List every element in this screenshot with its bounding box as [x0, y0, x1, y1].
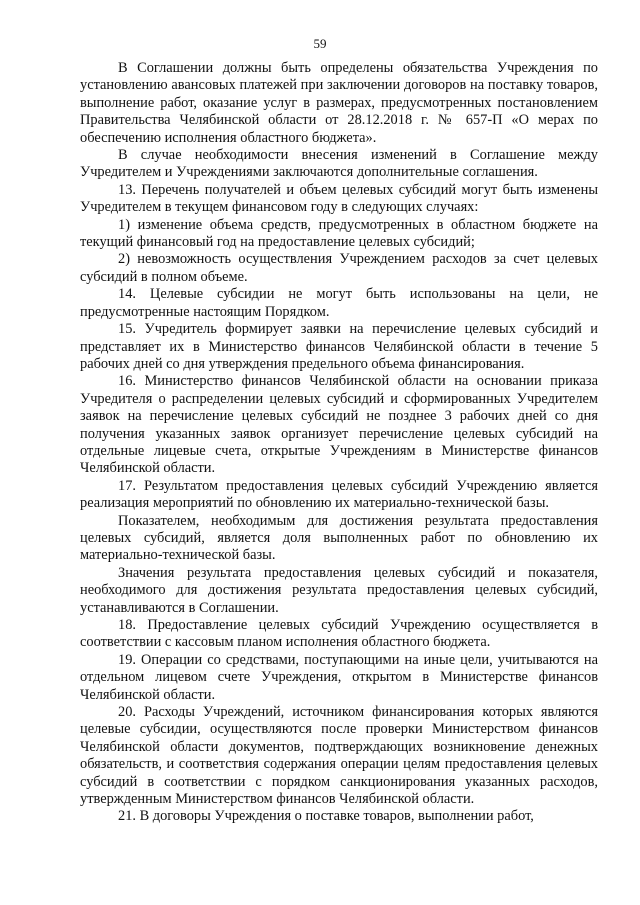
paragraph-17-indicator: Показателем, необходимым для достижения результата предоставления целевых субсидий, является доля выполненных работ по обновлению их материально-технической базы. [80, 512, 598, 564]
paragraph-20: 20. Расходы Учреждений, источником финансирования которых являются целевые субсидии, осуществляются после проверки Министерством финансов Челябинской области документов, подтверждающих возникновение денежных обязательств, и соответствия содержания операции целям предоставления целевых субсидий в соответствии с порядком санкционирования указанных расходов, утвержденным Министерством финансов Челябинской области. [80, 704, 598, 808]
paragraph-15: 15. Учредитель формирует заявки на перечисление целевых субсидий и представляет их в Министерство финансов Челябинской области в течение 5 рабочих дней со дня утверждения предельного объема финансирования. [80, 321, 598, 372]
paragraph-additional-agreements: В случае необходимости внесения изменений в Соглашение между Учредителем и Учреждениями заключаются дополнительные соглашения. [80, 147, 598, 181]
paragraph-18: 18. Предоставление целевых субсидий Учреждению осуществляется в соответствии с кассовым планом исполнения областного бюджета. [80, 617, 598, 651]
document-body [80, 60, 598, 826]
paragraph-14: 14. Целевые субсидии не могут быть использованы на цели, не предусмотренные настоящим Порядком. [80, 286, 598, 320]
paragraph-21: 21. В договоры Учреждения о поставке товаров, выполнении работ, [118, 808, 534, 825]
paragraph-19: 19. Операции со средствами, поступающими на иные цели, учитываются на отдельном лицевом счете Учреждения, открытом в Министерстве финансов Челябинской области. [80, 651, 598, 703]
paragraph-13-case-2: 2) невозможность осуществления Учреждением расходов за счет целевых субсидий в полном объеме. [80, 251, 598, 285]
page-number: 59 [313, 36, 327, 51]
paragraph-13: 13. Перечень получателей и объем целевых субсидий могут быть изменены Учредителем в текущем финансовом году в следующих случаях: [80, 181, 598, 216]
paragraph-17: 17. Результатом предоставления целевых субсидий Учреждению является реализация мероприятий по обновлению их материально-технической базы. [80, 477, 598, 512]
paragraph-agreement-obligations: В Соглашении должны быть определены обязательства Учреждения по установлению авансовых платежей при заключении договоров на поставку товаров, выполнение работ, оказание услуг в размерах, предусмотренных постановлением Правительства Челябинской области от 28.12.2018 г. № 657-П «О мерах по обеспечению исполнения областного бюджета». [80, 60, 598, 146]
paragraph-16: 16. Министерство финансов Челябинской области на основании приказа Учредителя о распределении целевых субсидий и сформированных Учредителем заявок на перечисление целевых субсидий не позднее 3 рабочих дней со дня получения указанных заявок организует перечисление целевых субсидий на отдельные лицевые счета, открытые Учреждениям в Министерстве финансов Челябинской области. [80, 373, 598, 477]
paragraph-13-case-1: 1) изменение объема средств, предусмотренных в областном бюджете на текущий финансовый год на предоставление целевых субсидий; [80, 216, 598, 251]
paragraph-17-values: Значения результата предоставления целевых субсидий и показателя, необходимого для достижения результата предоставления целевых субсидий, устанавливаются в Соглашении. [80, 564, 598, 616]
